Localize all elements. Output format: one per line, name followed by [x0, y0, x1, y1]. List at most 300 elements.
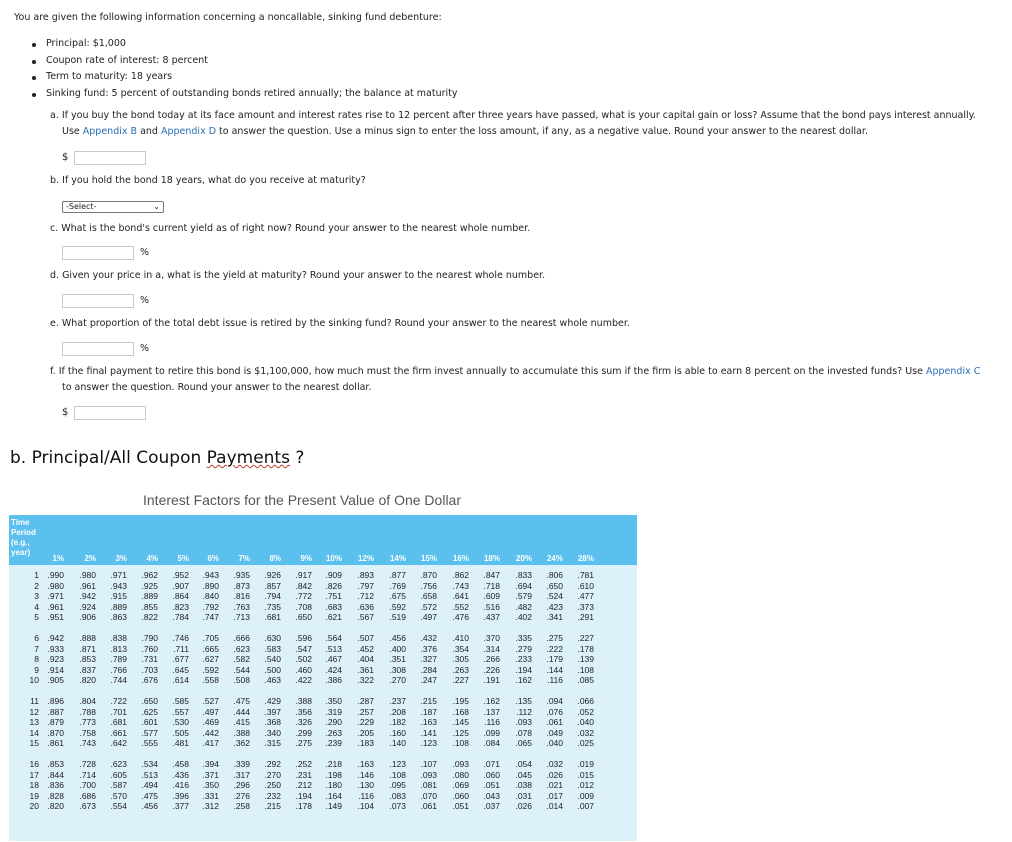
table-cell: .951 — [47, 612, 64, 623]
table-cell: .108 — [389, 769, 406, 780]
table-cell: .463 — [264, 675, 281, 686]
row-period-label: 12 — [29, 706, 39, 717]
table-cell: .820 — [79, 675, 96, 686]
table-cell: .722 — [110, 696, 127, 706]
table-cell: .534 — [141, 759, 158, 769]
table-cell: .481 — [172, 738, 189, 749]
table-cell: .415 — [233, 717, 250, 728]
percent-unit-e: % — [140, 343, 150, 354]
bullet-term: Term to maturity: 18 years — [30, 69, 458, 86]
table-cell: .494 — [141, 780, 158, 791]
table-cell: .275 — [295, 738, 312, 749]
appendix-c-link[interactable]: Appendix C — [926, 366, 981, 377]
table-cell: .429 — [264, 696, 281, 706]
table-cell: .925 — [141, 580, 158, 591]
table-cell: .416 — [172, 780, 189, 791]
corner-line: Time — [11, 518, 30, 527]
table-cell: .373 — [577, 601, 594, 612]
table-cell: .104 — [357, 801, 374, 812]
table-cell: .816 — [233, 591, 250, 602]
table-cell: .746 — [172, 633, 189, 643]
table-cell: .083 — [389, 790, 406, 801]
table-cell: .822 — [141, 612, 158, 623]
table-cell: .823 — [172, 601, 189, 612]
table-cell: .093 — [515, 717, 532, 728]
table-cell: .744 — [110, 675, 127, 686]
table-cell: .870 — [47, 727, 64, 738]
table-cell: .305 — [452, 654, 469, 665]
table-cell: .665 — [202, 643, 219, 654]
table-cell: .396 — [172, 790, 189, 801]
table-cell: .870 — [420, 570, 437, 580]
question-f — [50, 364, 985, 396]
table-cell: .467 — [325, 654, 342, 665]
table-cell: .043 — [483, 790, 500, 801]
table-cell: .914 — [47, 664, 64, 675]
corner-line: Period — [11, 528, 36, 537]
table-cell: .123 — [389, 759, 406, 769]
column-header: 28% — [577, 554, 594, 563]
table-cell: .758 — [79, 727, 96, 738]
table-cell: .279 — [515, 643, 532, 654]
table-cell: .760 — [141, 643, 158, 654]
column-header: 10% — [325, 554, 342, 563]
table-cell: .942 — [47, 633, 64, 643]
table-cell: .093 — [420, 769, 437, 780]
table-cell: .583 — [264, 643, 281, 654]
table-cell: .394 — [202, 759, 219, 769]
table-cell: .961 — [47, 601, 64, 612]
table-cell: .108 — [577, 664, 594, 675]
table-cell: .906 — [79, 612, 96, 623]
table-cell: .544 — [233, 664, 250, 675]
table-cell: .026 — [515, 801, 532, 812]
table-cell: .703 — [141, 664, 158, 675]
table-cell: .404 — [357, 654, 374, 665]
table-cell: .339 — [233, 759, 250, 769]
answer-a-input[interactable] — [74, 151, 146, 165]
answer-f-input[interactable] — [74, 406, 146, 420]
table-cell: .356 — [295, 706, 312, 717]
table-cell: .452 — [357, 643, 374, 654]
table-cell: .061 — [546, 717, 563, 728]
table-cell: .108 — [452, 738, 469, 749]
table-cell: .239 — [325, 738, 342, 749]
table-cell: .458 — [172, 759, 189, 769]
question-a-line2 — [50, 124, 985, 140]
column-header: 15% — [420, 554, 437, 563]
column-header: 8% — [269, 554, 281, 563]
table-cell: .923 — [47, 654, 64, 665]
table-cell: .040 — [577, 717, 594, 728]
table-cell: .661 — [110, 727, 127, 738]
table-cell: .712 — [357, 591, 374, 602]
table-cell: .095 — [389, 780, 406, 791]
table-cell: .577 — [141, 727, 158, 738]
question-a — [50, 108, 985, 140]
row-period-label: 1 — [34, 570, 39, 580]
table-cell: .292 — [264, 759, 281, 769]
table-cell: .681 — [110, 717, 127, 728]
column-header: 20% — [515, 554, 532, 563]
table-cell: .437 — [483, 612, 500, 623]
table-cell: .258 — [233, 801, 250, 812]
table-cell: .564 — [325, 633, 342, 643]
row-period-label: 2 — [34, 580, 39, 591]
corner-line: year) — [11, 548, 31, 557]
table-cell: .743 — [79, 738, 96, 749]
column-header: 6% — [207, 554, 219, 563]
column-header: 5% — [177, 554, 189, 563]
table-cell: .507 — [357, 633, 374, 643]
table-cell: .889 — [141, 591, 158, 602]
table-cell: .144 — [546, 664, 563, 675]
table-cell: .276 — [233, 790, 250, 801]
table-cell: .275 — [546, 633, 563, 643]
row-period-label: 13 — [29, 717, 39, 728]
bullet-coupon: Coupon rate of interest: 8 percent — [30, 53, 458, 70]
column-header: 7% — [238, 554, 250, 563]
table-cell: .625 — [141, 706, 158, 717]
table-cell: .410 — [452, 633, 469, 643]
section-heading — [10, 448, 304, 468]
row-period-label: 5 — [34, 612, 39, 623]
table-cell: .630 — [264, 633, 281, 643]
table-cell: .009 — [577, 790, 594, 801]
table-cell: .686 — [79, 790, 96, 801]
table-cell: .701 — [110, 706, 127, 717]
table-cell: .308 — [389, 664, 406, 675]
appendix-d-link[interactable]: Appendix D — [160, 126, 217, 137]
table-cell: .513 — [325, 643, 342, 654]
table-cell: .084 — [483, 738, 500, 749]
row-period-label: 16 — [29, 759, 39, 769]
table-cell: .917 — [295, 570, 312, 580]
column-header: 2% — [84, 554, 96, 563]
table-cell: .769 — [389, 580, 406, 591]
table-cell: .797 — [357, 580, 374, 591]
table-cell: .179 — [546, 654, 563, 665]
table-cell: .731 — [141, 654, 158, 665]
table-cell: .933 — [47, 643, 64, 654]
table-cell: .756 — [420, 580, 437, 591]
table-cell: .826 — [325, 580, 342, 591]
row-period-label: 15 — [29, 738, 39, 749]
table-cell: .350 — [325, 696, 342, 706]
table-cell: .116 — [358, 790, 374, 801]
table-cell: .683 — [325, 601, 342, 612]
table-cell: .990 — [47, 570, 64, 580]
table-cell: .368 — [264, 717, 281, 728]
table-cell: .711 — [173, 643, 189, 654]
table-cell: .025 — [577, 738, 594, 749]
table-cell: .502 — [295, 654, 312, 665]
table-cell: .162 — [483, 696, 500, 706]
table-cell: .743 — [452, 580, 469, 591]
table-cell: .772 — [295, 591, 312, 602]
table-cell: .751 — [325, 591, 342, 602]
table-cell: .516 — [483, 601, 500, 612]
table-cell: .781 — [577, 570, 594, 580]
table-cell: .049 — [546, 727, 563, 738]
table-cell: .231 — [295, 769, 312, 780]
table-cell: .864 — [172, 591, 189, 602]
table-cell: .205 — [357, 727, 374, 738]
table-cell: .073 — [389, 801, 406, 812]
table-cell: .331 — [202, 790, 219, 801]
table-cell: .351 — [389, 654, 406, 665]
table-cell: .350 — [202, 780, 219, 791]
column-header: 9% — [300, 554, 312, 563]
table-cell: .371 — [202, 769, 219, 780]
question-a-mid: and — [137, 126, 161, 137]
answer-c-input[interactable] — [62, 246, 134, 260]
table-cell: .141 — [420, 727, 437, 738]
table-cell: .038 — [515, 780, 532, 791]
table-cell: .388 — [295, 696, 312, 706]
table-cell: .650 — [295, 612, 312, 623]
table-cell: .335 — [515, 633, 532, 643]
table-cell: .714 — [79, 769, 96, 780]
table-cell: .980 — [79, 570, 96, 580]
table-cell: .080 — [452, 769, 469, 780]
table-cell: .962 — [141, 570, 158, 580]
column-header: 4% — [146, 554, 158, 563]
table-cell: .623 — [110, 759, 127, 769]
table-cell: .806 — [546, 570, 563, 580]
table-cell: .051 — [452, 801, 469, 812]
table-cell: .582 — [233, 654, 250, 665]
table-cell: .980 — [47, 580, 64, 591]
table-cell: .623 — [233, 643, 250, 654]
table-cell: .519 — [389, 612, 406, 623]
table-cell: .263 — [452, 664, 469, 675]
table-cell: .609 — [483, 591, 500, 602]
table-cell: .060 — [452, 790, 469, 801]
table-cell: .066 — [577, 696, 594, 706]
table-cell: .855 — [141, 601, 158, 612]
table-cell: .054 — [515, 759, 532, 769]
table-cell: .444 — [233, 706, 250, 717]
table-cell: .905 — [47, 675, 64, 686]
problem-intro: You are given the following information concerning a noncallable, sinking fund debenture: — [14, 12, 442, 23]
question-f-line2: to answer the question. Round your answer to the nearest dollar. — [62, 382, 372, 393]
table-cell: .497 — [420, 612, 437, 623]
table-cell: .813 — [110, 643, 127, 654]
table-cell: .198 — [325, 769, 342, 780]
table-cell: .247 — [420, 675, 437, 686]
table-cell: .112 — [516, 706, 532, 717]
table-cell: .530 — [172, 717, 189, 728]
heading-post: ? — [289, 448, 305, 468]
row-period-label: 18 — [29, 780, 39, 791]
question-a-pre: Use — [62, 126, 83, 137]
table-cell: .879 — [47, 717, 64, 728]
table-cell: .284 — [420, 664, 437, 675]
chevron-down-icon: ⌄ — [153, 202, 160, 211]
table-cell: .794 — [264, 591, 281, 602]
table-cell: .456 — [141, 801, 158, 812]
table-cell: .773 — [79, 717, 96, 728]
table-cell: .887 — [47, 706, 64, 717]
table-cell: .362 — [233, 738, 250, 749]
table-cell: .961 — [79, 580, 96, 591]
question-f-line1 — [50, 364, 985, 380]
table-cell: .677 — [172, 654, 189, 665]
table-cell: .475 — [141, 790, 158, 801]
table-cell: .889 — [110, 601, 127, 612]
table-cell: .708 — [295, 601, 312, 612]
table-cell: .319 — [325, 706, 342, 717]
table-cell: .031 — [515, 790, 532, 801]
table-cell: .052 — [577, 706, 594, 717]
table-cell: .270 — [389, 675, 406, 686]
table-cell: .116 — [547, 675, 563, 686]
table-cell: .180 — [325, 780, 342, 791]
table-cell: .915 — [110, 591, 127, 602]
row-period-label: 17 — [29, 769, 39, 780]
table-cell: .162 — [515, 675, 532, 686]
row-period-label: 8 — [34, 654, 39, 665]
column-header: 14% — [389, 554, 406, 563]
table-cell: .015 — [577, 769, 594, 780]
row-period-label: 14 — [29, 727, 39, 738]
table-cell: .037 — [483, 801, 500, 812]
table-cell: .971 — [110, 570, 127, 580]
table-cell: .291 — [577, 612, 594, 623]
table-cell: .570 — [110, 790, 127, 801]
table-cell: .587 — [110, 780, 127, 791]
table-cell: .340 — [264, 727, 281, 738]
table-cell: .341 — [546, 612, 563, 623]
row-period-label: 9 — [34, 664, 39, 675]
table-cell: .194 — [295, 790, 312, 801]
table-cell: .610 — [577, 580, 594, 591]
table-cell: .747 — [202, 612, 219, 623]
table-cell: .601 — [141, 717, 158, 728]
column-header: 12% — [357, 554, 374, 563]
table-cell: .051 — [483, 780, 500, 791]
question-c: c. What is the bond's current yield as of right now? Round your answer to the nearest whole number. — [50, 223, 531, 234]
table-cell: .266 — [483, 654, 500, 665]
table-cell: .361 — [357, 664, 374, 675]
table-cell: .252 — [295, 759, 312, 769]
table-header — [9, 515, 637, 565]
table-cell: .227 — [577, 633, 594, 643]
table-cell: .257 — [357, 706, 374, 717]
table-cell: .423 — [546, 601, 563, 612]
row-period-label: 20 — [29, 801, 39, 812]
table-cell: .149 — [325, 801, 342, 812]
table-cell: .081 — [420, 780, 437, 791]
table-cell: .212 — [295, 780, 312, 791]
question-a-post: to answer the question. Use a minus sign to enter the loss amount, if any, as a negative value. Round your answer to the nearest dollar. — [216, 126, 868, 137]
table-cell: .621 — [325, 612, 342, 623]
table-cell: .377 — [172, 801, 189, 812]
table-cell: .513 — [141, 769, 158, 780]
table-cell: .792 — [202, 601, 219, 612]
table-cell: .592 — [202, 664, 219, 675]
table-cell: .065 — [515, 738, 532, 749]
table-cell: .555 — [141, 738, 158, 749]
table-cell: .853 — [47, 759, 64, 769]
table-cell: .123 — [420, 738, 437, 749]
table-cell: .370 — [483, 633, 500, 643]
table-cell: .314 — [483, 643, 500, 654]
table-cell: .078 — [515, 727, 532, 738]
table-cell: .924 — [79, 601, 96, 612]
answer-e-input[interactable] — [62, 342, 134, 356]
table-cell: .557 — [172, 706, 189, 717]
table-cell: .436 — [172, 769, 189, 780]
table-cell: .183 — [357, 738, 374, 749]
table-cell: .195 — [452, 696, 469, 706]
table-cell: .397 — [264, 706, 281, 717]
table-cell: .178 — [577, 643, 594, 654]
table-cell: .168 — [452, 706, 469, 717]
table-cell: .666 — [233, 633, 250, 643]
table-cell: .863 — [110, 612, 127, 623]
table-cell: .840 — [202, 591, 219, 602]
table-cell: .160 — [389, 727, 406, 738]
table-cell: .135 — [515, 696, 532, 706]
table-cell: .828 — [47, 790, 64, 801]
appendix-b-link[interactable]: Appendix B — [82, 126, 138, 137]
bond-details-list — [30, 36, 458, 102]
column-header: 18% — [483, 554, 500, 563]
table-cell: .250 — [264, 780, 281, 791]
table-cell: .227 — [452, 675, 469, 686]
table-cell: .116 — [484, 717, 500, 728]
table-cell: .705 — [202, 633, 219, 643]
table-cell: .322 — [357, 675, 374, 686]
table-cell: .071 — [483, 759, 500, 769]
table-cell: .460 — [295, 664, 312, 675]
table-cell: .061 — [420, 801, 437, 812]
table-cell: .700 — [79, 780, 96, 791]
heading-misspelled-word: Payments — [206, 448, 290, 468]
percent-unit-c: % — [140, 247, 150, 258]
table-cell: .140 — [389, 738, 406, 749]
table-cell: .442 — [202, 727, 219, 738]
table-cell: .890 — [202, 580, 219, 591]
table-cell: .836 — [47, 780, 64, 791]
table-cell: .896 — [47, 696, 64, 706]
table-cell: .784 — [172, 612, 189, 623]
table-cell: .907 — [172, 580, 189, 591]
present-value-table — [9, 515, 637, 841]
table-cell: .388 — [233, 727, 250, 738]
table-cell: .508 — [233, 675, 250, 686]
table-cell: .422 — [295, 675, 312, 686]
table-cell: .021 — [546, 780, 563, 791]
table-cell: .842 — [295, 580, 312, 591]
answer-d-input[interactable] — [62, 294, 134, 308]
row-period-label: 3 — [34, 591, 39, 602]
table-cell: .676 — [141, 675, 158, 686]
table-cell: .888 — [79, 633, 96, 643]
answer-b-select[interactable] — [62, 201, 164, 213]
table-cell: .873 — [233, 580, 250, 591]
table-cell: .469 — [202, 717, 219, 728]
column-header: 24% — [546, 554, 563, 563]
table-cell: .130 — [357, 780, 374, 791]
table-cell: .007 — [577, 801, 594, 812]
table-cell: .222 — [546, 643, 563, 654]
row-period-label: 7 — [34, 643, 39, 654]
column-header: 1% — [52, 554, 64, 563]
table-cell: .014 — [546, 801, 563, 812]
